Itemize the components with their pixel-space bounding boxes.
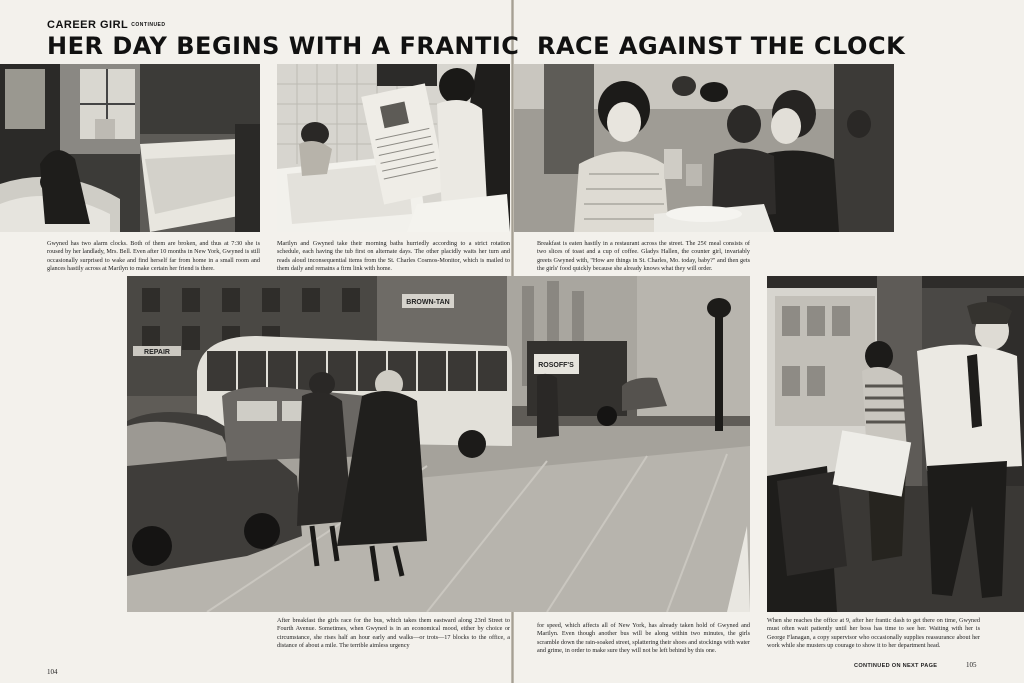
page-number-left: 104 bbox=[47, 668, 58, 676]
photo-bedroom bbox=[0, 64, 260, 232]
photo-bath bbox=[277, 64, 510, 232]
page-number-right: 105 bbox=[966, 661, 977, 669]
continued-note: CONTINUED ON NEXT PAGE bbox=[854, 663, 938, 669]
caption-street-right: for speed, which affects all of New York, has already taken hold of Gwyned and Marilyn. Even though another bus will be along within two minutes, the girls scramble down the rain-soaked street, splattering their shoes and stockings with water and grime, in order to make sure they will not be left behind by this one. bbox=[537, 622, 750, 655]
caption-bedroom: Gwyned has two alarm clocks. Both of them are broken, and thus at 7:30 she is roused by her landlady, Mrs. Bell. Even after 10 months in New York, Gwyned is still occasionally surprised to wake and find herself far from home in a small room and glances hastily across at Marilyn to make certain her friend is there. bbox=[47, 240, 260, 273]
photo-street bbox=[127, 276, 750, 612]
photo-restaurant bbox=[514, 64, 894, 232]
caption-breakfast: Breakfast is eaten hastily in a restaurant across the street. The 25¢ meal consists of two slices of toast and a cup of coffee. Gladys Hallen, the counter girl, invariably greets Gwyned with, "How are things in St. Charles, Mo. today, baby?" and then gets the girls' food quickly because she already knows what they will order. bbox=[537, 240, 750, 273]
photo-office bbox=[767, 276, 1024, 612]
sign-rosoffs: ROSOFF'S bbox=[538, 362, 574, 369]
caption-street-left: After breakfast the girls race for the bus, which takes them eastward along 23rd Street to Fourth Avenue. Sometimes, when Gwyned is in an economical mood, either by choice or circumstance, she rises half an hour early and walks—or trots—17 blocks to the office, a distance of about a mile. The terrible aimless urgency bbox=[277, 617, 510, 650]
caption-office: When she reaches the office at 9, after her frantic dash to get there on time, Gwyned must often wait patiently until her boss has time to see her. Waiting with her is George Flanagan, a copy supervisor who occasionally supplies reassurance about her work while she musters up courage to show it to her department head. bbox=[767, 617, 980, 650]
sign-browntan: BROWN-TAN bbox=[406, 299, 450, 306]
caption-bath: Marilyn and Gwyned take their morning baths hurriedly according to a strict rotation schedule, each having the tub first on alternate days. The other placidly waits her turn and reads aloud inconsequential items from the St. Charles Cosmos-Monitor, which is mailed to them daily and remains a firm link with home. bbox=[277, 240, 510, 273]
section-kicker: CAREER GIRL CONTINUED bbox=[47, 19, 166, 31]
sign-repair: REPAIR bbox=[144, 349, 170, 356]
headline-right: RACE AGAINST THE CLOCK bbox=[537, 32, 906, 60]
headline-left: HER DAY BEGINS WITH A FRANTIC bbox=[47, 32, 520, 60]
